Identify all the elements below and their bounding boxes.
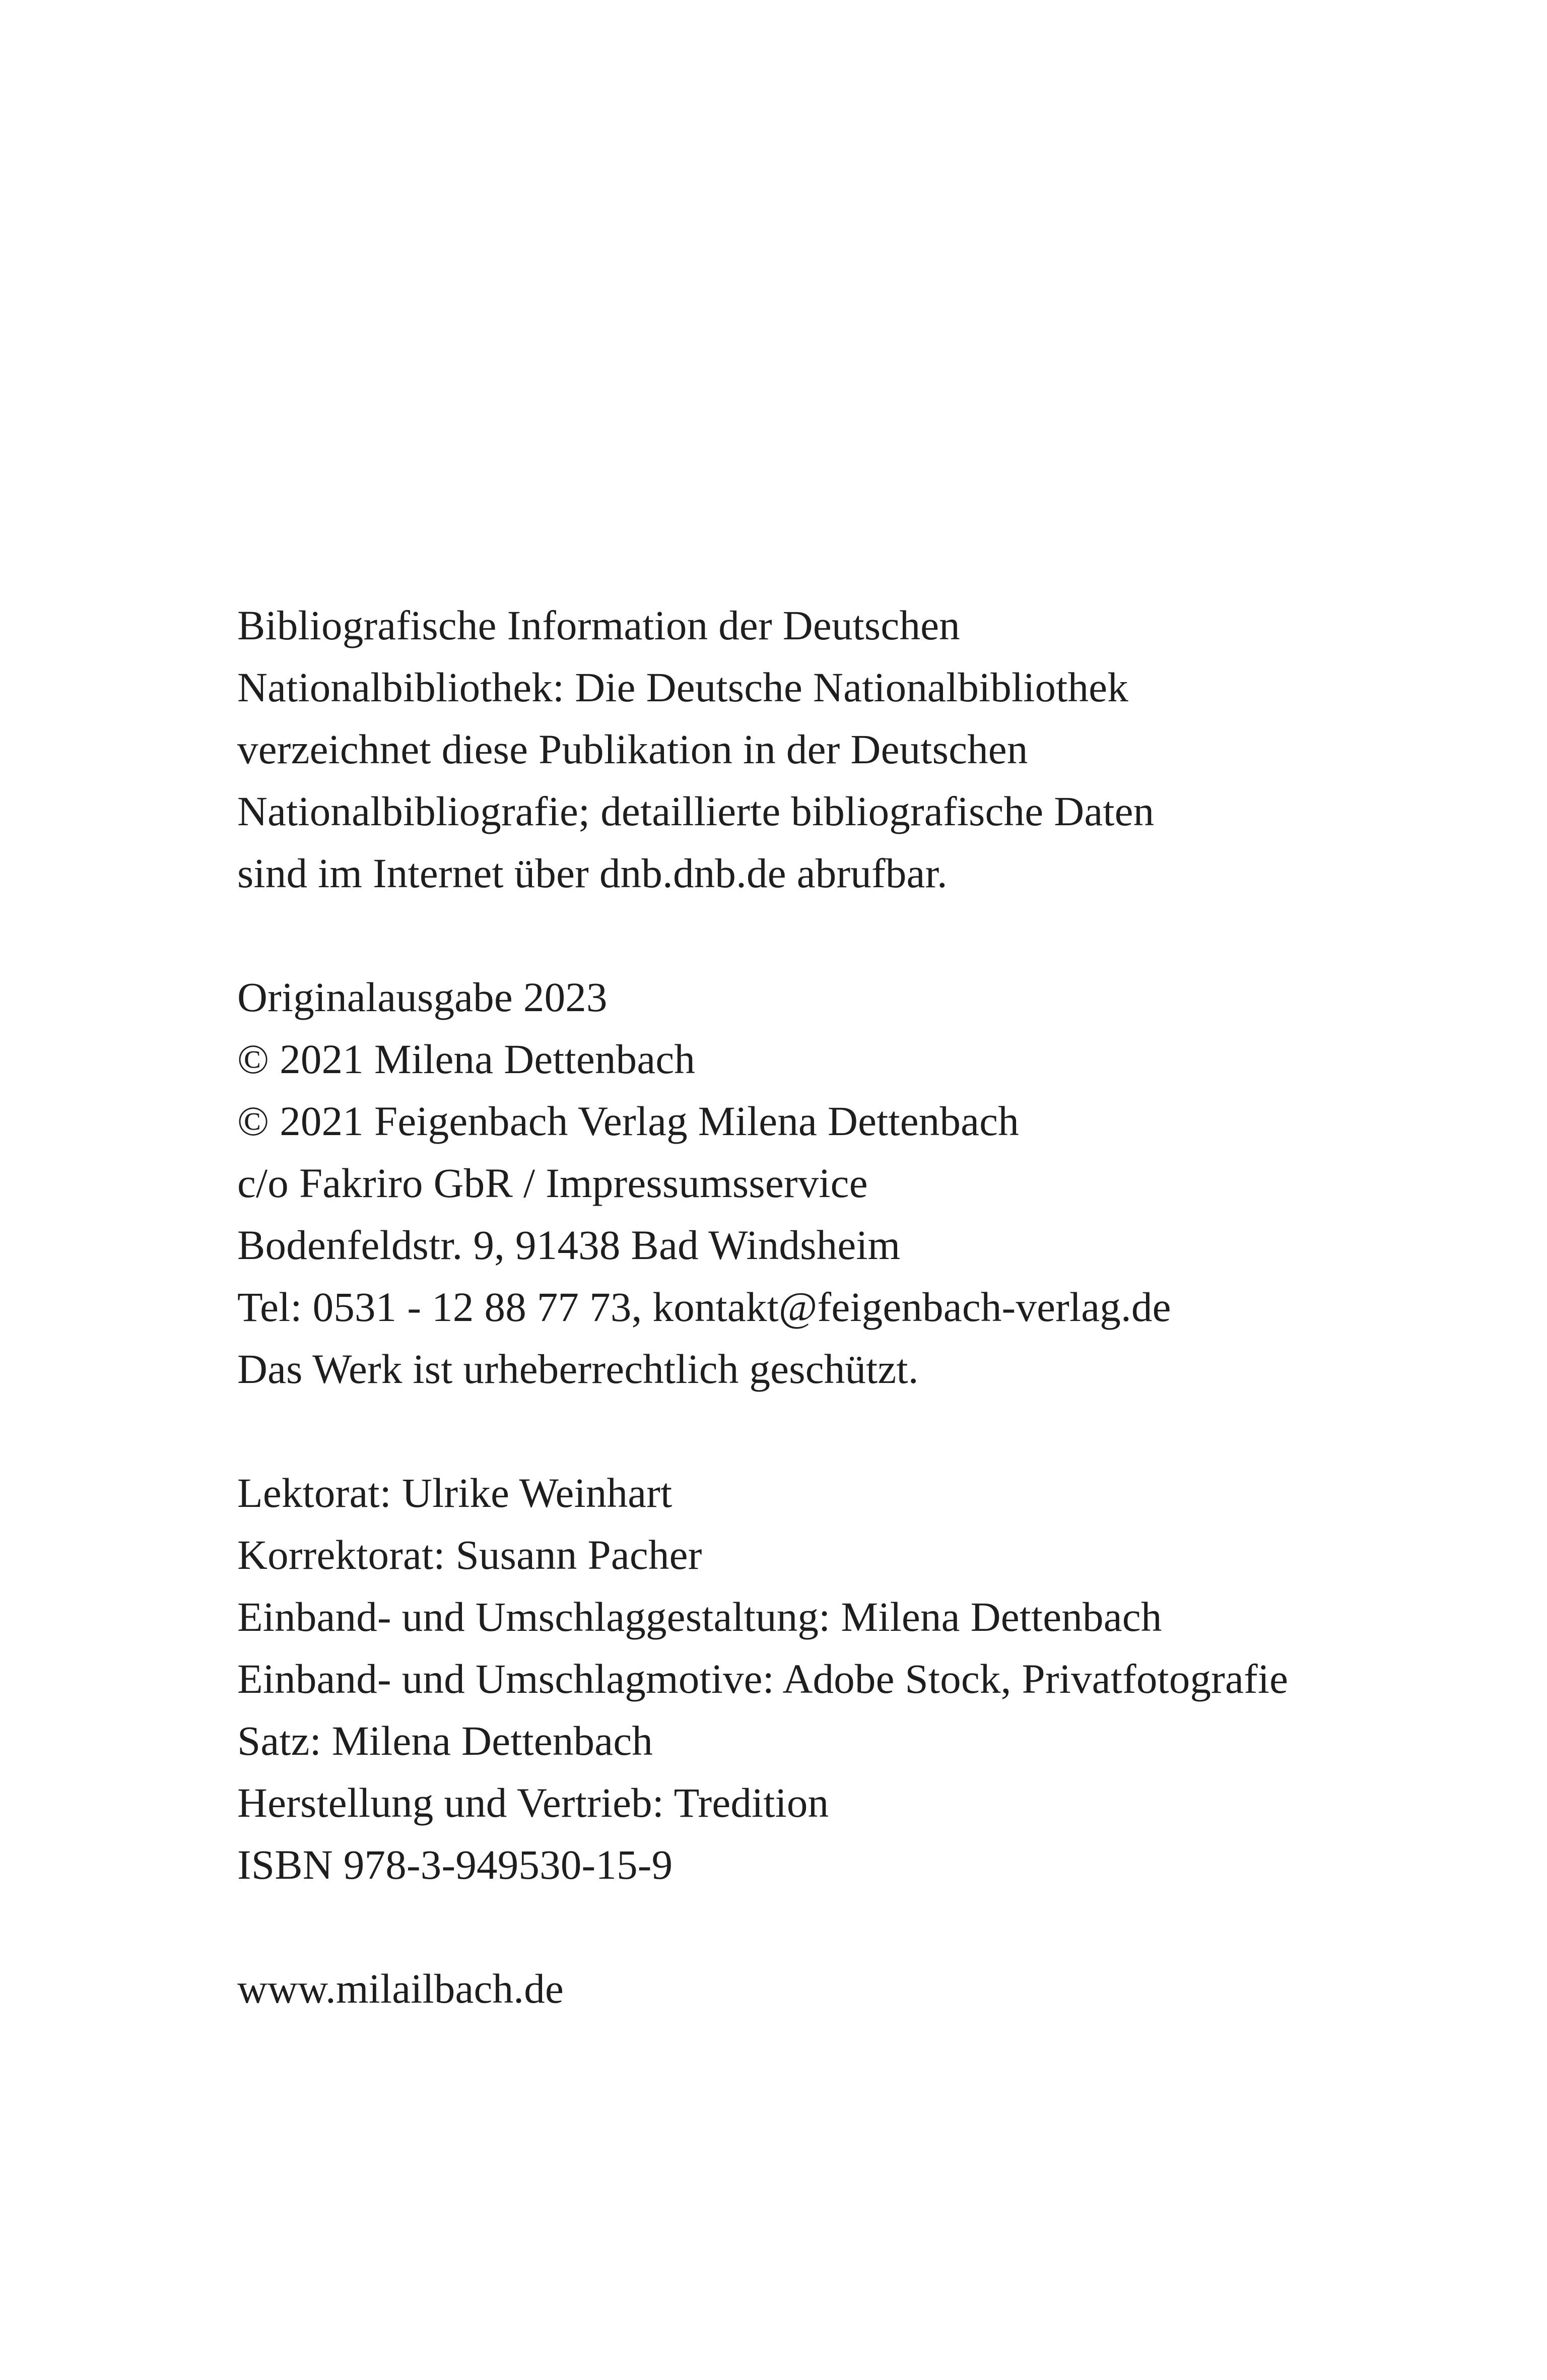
bibliographic-line: Nationalbibliothek: Die Deutsche Nationalbibliothek <box>237 664 1128 710</box>
bibliographic-line: verzeichnet diese Publikation in der Deutschen <box>237 726 1028 772</box>
credit-production: Herstellung und Vertrieb: Tredition <box>237 1779 829 1826</box>
credit-typesetting: Satz: Milena Dettenbach <box>237 1717 653 1764</box>
website-link: www.milailbach.de <box>237 1965 564 2012</box>
credit-cover-design: Einband- und Umschlaggestaltung: Milena Dettenbach <box>237 1594 1162 1640</box>
credit-proofreader: Korrektorat: Susann Pacher <box>237 1532 702 1578</box>
address-street-line: Bodenfeldstr. 9, 91438 Bad Windsheim <box>237 1222 901 1268</box>
bibliographic-line: Bibliografische Information der Deutschen <box>237 602 960 648</box>
copyright-notice-line: Das Werk ist urheberrechtlich geschützt. <box>237 1346 919 1392</box>
address-care-of-line: c/o Fakriro GbR / Impressumsservice <box>237 1160 868 1206</box>
credit-cover-motifs: Einband- und Umschlagmotive: Adobe Stock, Privatfotografie <box>237 1656 1289 1702</box>
edition-line: Originalausgabe 2023 <box>237 974 608 1020</box>
copyright-publisher-line: © 2021 Feigenbach Verlag Milena Dettenbach <box>237 1098 1019 1144</box>
bibliographic-notice <box>237 594 1446 904</box>
credit-editor: Lektorat: Ulrike Weinhart <box>237 1470 672 1516</box>
publisher-info <box>237 966 1446 1400</box>
credits <box>237 1462 1446 1896</box>
website-section <box>237 1958 1446 2020</box>
copyright-author-line: © 2021 Milena Dettenbach <box>237 1036 696 1082</box>
colophon <box>237 594 1446 2020</box>
contact-line: Tel: 0531 - 12 88 77 73, kontakt@feigenbach-verlag.de <box>237 1284 1171 1330</box>
bibliographic-line: Nationalbibliografie; detaillierte bibliografische Daten <box>237 788 1155 834</box>
isbn-line: ISBN 978-3-949530-15-9 <box>237 1841 673 1888</box>
bibliographic-line: sind im Internet über dnb.dnb.de abrufbar. <box>237 850 948 896</box>
